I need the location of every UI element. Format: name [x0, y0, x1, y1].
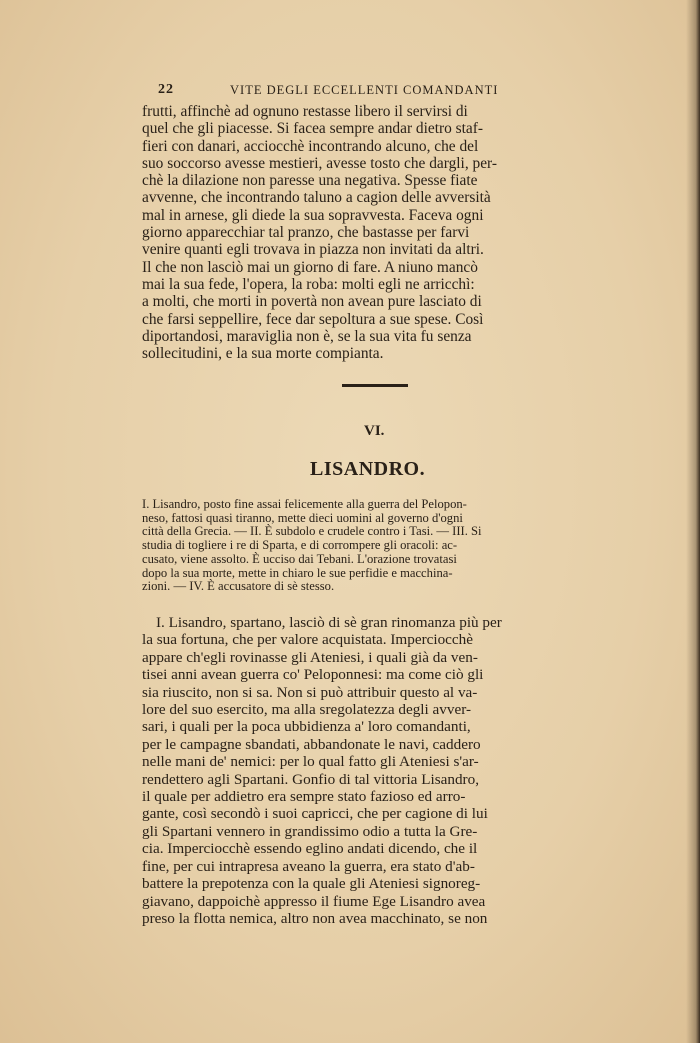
text-line: il quale per addietro era sempre stato fazioso ed arro- — [142, 788, 466, 806]
text-line: frutti, affinchè ad ognuno restasse libero il servirsi di — [142, 103, 468, 120]
section-number: VI. — [364, 423, 385, 439]
text-line: la sua fortuna, che per valore acquistata. Imperciocchè — [142, 631, 474, 649]
running-head — [158, 82, 608, 100]
text-line: tisei anni avean guerra co' Peloponnesi: ma come ciò gli — [142, 666, 484, 684]
paragraph-lisandro — [142, 614, 606, 927]
text-line: suo soccorso avesse mestieri, avesse tosto che dargli, per- — [142, 154, 497, 172]
text-line: battere la prepotenza con la quale gli Ateniesi signoreg- — [142, 875, 481, 893]
running-title: VITE DEGLI ECCELLENTI COMANDANTI — [230, 83, 499, 97]
text-line: sollecitudini, e la sua morte compianta. — [142, 345, 384, 363]
page-number: 22 — [158, 82, 174, 97]
text-line: I. Lisandro, spartano, lasciò di sè gran rinomanza più per — [156, 614, 502, 631]
text-line: appare ch'egli rovinasse gli Ateniesi, i quali già da ven- — [142, 648, 478, 666]
text-line: giorno apparecchiar tal pranzo, che bastasse per farvi — [142, 224, 470, 242]
text-line: fine, per cui intrapresa aveano la guerra, era stato d'ab- — [142, 857, 475, 875]
summary-line: I. Lisandro, posto fine assai felicemente alla guerra del Pelopon- — [142, 497, 467, 511]
text-line: che farsi seppellire, fece dar sepoltura a sue spese. Così — [142, 310, 484, 328]
text-line: gante, così secondò i suoi capricci, che per cagione di lui — [142, 805, 488, 823]
section-divider — [342, 384, 408, 387]
summary-line: dopo la sua morte, mette in chiaro le sue perfidie e macchina- — [142, 565, 453, 580]
summary-line: città della Grecia. — II. È subdolo e crudele contro i Tasi. — III. Si — [142, 524, 482, 539]
text-line: quel che gli piacesse. Si facea sempre andar dietro staf- — [142, 120, 484, 138]
text-line: fieri con danari, acciocchè incontrando alcuno, che del — [142, 137, 479, 155]
text-line: chè la dilazione non paresse una negativa. Spesse fiate — [142, 172, 478, 190]
text-line: avvenne, che incontrando taluno a cagion delle avversità — [142, 189, 491, 207]
summary-line: neso, fattosi quasi tiranno, mette dieci uomini al governo d'ogni — [142, 510, 463, 525]
text-line: sia riuscito, non si sa. Non si può attribuir questo al va- — [142, 683, 478, 701]
text-line: preso la flotta nemica, altro non avea macchinato, se non — [142, 909, 488, 927]
summary-line: studia di togliere i re di Sparta, e di corrompere gli oracoli: ac- — [142, 538, 458, 553]
summary-line: zioni. — IV. È accusatore di sè stesso. — [142, 579, 335, 594]
text-line: giavano, dappoichè appresso il fiume Ege Lisandro avea — [142, 892, 486, 910]
text-line: per le campagne sbandati, abbandonate le navi, caddero — [142, 735, 481, 753]
text-line: lore del suo esercito, ma alla sregolatezza degli avver- — [142, 701, 472, 719]
text-line: diportandosi, maraviglia non è, se la sua vita fu senza — [142, 327, 472, 345]
section-title: LISANDRO. — [310, 458, 426, 480]
text-line: rendettero agli Spartani. Gonfio di tal vittoria Lisandro, — [142, 770, 479, 788]
text-line: mal in arnese, gli diede la sua sopravvesta. Faceva ogni — [142, 206, 484, 224]
text-line: a molti, che morti in povertà non avean pure lasciato di — [142, 293, 482, 311]
text-line: mai la sua fede, l'opera, la roba: molti egli ne arricchì: — [142, 275, 475, 293]
text-line: sari, i quali per la poca ubbidienza a' loro comandanti, — [142, 718, 471, 736]
page-edge-shadow — [686, 0, 700, 1043]
summary-line: cusato, viene assolto. È ucciso dai Tebani. L'orazione trovatasi — [142, 551, 457, 566]
text-line: cia. Imperciocchè essendo eglino andati dicendo, che il — [142, 840, 478, 858]
chapter-summary — [142, 498, 606, 594]
paragraph-continued — [142, 103, 606, 362]
text-line: venire quanti egli trovava in piazza non invitati da altri. — [142, 241, 484, 259]
text-line: Il che non lasciò mai un giorno di fare. A niuno mancò — [142, 258, 478, 276]
text-line: nelle mani de' nemici: per lo qual fatto gli Ateniesi s'ar- — [142, 753, 479, 771]
text-line: gli Spartani vennero in grandissimo odio a tutta la Gre- — [142, 822, 478, 840]
